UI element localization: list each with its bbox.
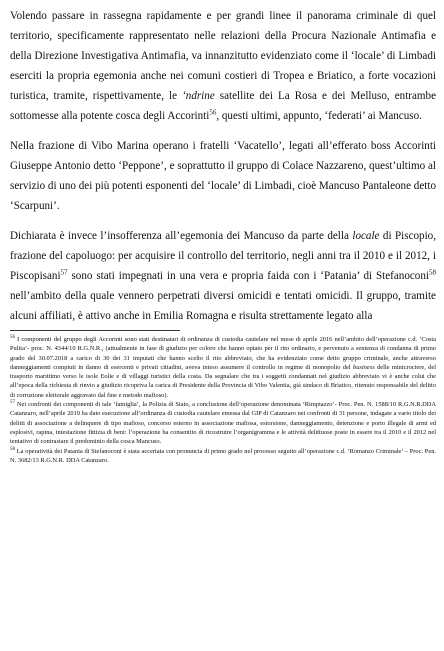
footnote-ref-56[interactable]: 56 <box>209 108 217 117</box>
paragraph-text: Volendo passare in rassegna rapidamente e per grandi linee il panorama criminale di quel territorio, specificamente rappresentato nelle relazioni della Procura Nazionale Antimafia e della Direzione Investigativa Antimafia, va innanzitutto evidenziato come il ‘locale’ di Limbadi eserciti la propria egemonia anche nei comuni costieri di Tropea e Briatico, a forte vocazioni turistica, tramite, rispettivamente, le <box>10 10 436 102</box>
body-paragraph-1 <box>10 6 436 126</box>
footnote-text: I componenti del gruppo degli Accorinti sono stati destinatari di ordinanza di custodia cautelare nel mese di aprile 2016 nell’ambito dell’operazione c.d. ‘Costa Pulita’- proc. N. 4344/10 R.G.N.R., (attualmente in fase di giudizio per coloro che hanno optato per il rito ordinario, e pervenuto a sentenza di condanna di primo grado del 30.07.2018 a carico di 30 dei 31 imputati che hanno scelto il rito abbreviato, che ha evidenziato come detto gruppo criminale, anche attraverso danneggiamenti compiuti in danno di esercenti e privati cittadini, aveva inteso assumere il controllo in regime di monopolio del <box>10 336 436 371</box>
paragraph-text: di Piscopio, frazione del capoluogo: per acquisire il controllo del territorio, negli anni tra il 2010 e il 2012, i Piscopisani <box>10 230 436 282</box>
footnote-text: Nei confronti dei componenti di tale ‘famiglia’, la Polizia di Stato, a conclusione dell’operazione denominata ‘Rimpiazzo’- Proc. Pen. N. 1588/10 R.G.N.R.DDA Catanzaro, nell’aprile 2019 ha dato esecuzione all’ordinanza di custodia cautelare emessa dal GIP di Catanzaro nei confronti di 31 persone, indagate a vario titolo dei delitti di associazione a delinquere di tipo mafioso, concorso esterno in associazione mafiosa, estorsione, danneggiamento, detenzione e porto illegale di armi ed esplosivi, rapina, intestazione fittizia di beni: l’operazione ha consentito di ricostruire l’organigramma e le attività delittuose poste in essere tra il 2010 e il 2012 nel tentativo di contrastare il predominio della cosca Mancuso. <box>10 401 436 446</box>
paragraph-text: Nella frazione di Vibo Marina operano i fratelli ‘Vacatello’, legati all’efferato boss Accorinti Giuseppe Antonio detto ‘Peppone’, e soprattutto il gruppo di Colace Nazzareno, quest’ultimo al servizio di uno dei più potenti esponenti del ‘locale’ di Limbadi, cioè Mancuso Pantaleone detto ‘Scarpuni’. <box>10 140 436 212</box>
italic-term: locale <box>352 230 380 242</box>
footnote-divider <box>10 330 180 331</box>
footnote-number: 58 <box>10 446 15 452</box>
body-paragraph-2 <box>10 136 436 216</box>
footnote-ref-58[interactable]: 58 <box>429 268 436 277</box>
footnotes <box>10 335 436 465</box>
paragraph-text: Dichiarata è invece l’insofferenza all’egemonia dei Mancuso da parte della <box>10 230 353 242</box>
paragraph-text: sono stati impegnati in una vera e propria faida con i ‘Patania’ di Stefanoconi <box>67 270 429 282</box>
footnote-text: delle minicrociere, del trasporto marittimo verso le isole Eolie e di villaggi turistici della costa. Da segnalare che tra i soggetti condannati nel giudizio abbreviato vi è anche colui che all’epoca della richiesta di rinvio a giudizio ricopriva la carica di Presidente della Provincia di Vibo Valentia, già sindaco di Briatico, ritenuto responsabile del delitto di corruzione elettorale aggravato dal fine e metodo mafioso). <box>10 363 436 399</box>
footnote-56 <box>10 335 436 400</box>
footnote-57 <box>10 400 436 446</box>
footnote-number: 56 <box>10 334 15 340</box>
italic-term: business <box>353 363 375 371</box>
paragraph-text: satellite dei La Rosa e dei Melluso, entrambe sottomesse alla potente cosca degli Accorinti <box>10 90 436 122</box>
paragraph-text: nell’ambito della quale vennero perpetrati diversi omicidi e tentati omicidi. Il gruppo, tramite alcuni affiliati, è attivo anche in Emilia Romagna e risulta strettamente legato alla <box>10 290 436 322</box>
paragraph-text: , questi ultimi, appunto, ‘federati’ ai Mancuso. <box>216 110 422 122</box>
footnote-text: La operatività dei Patania di Stefanoconi è stata accertata con pronuncia di primo grado nel processo seguito all’operazione c.d. ‘Romanzo Criminale’ – Proc. Pen. N. 3682/13 R.G.N.R. DDA Catanzaro. <box>10 447 436 464</box>
footnote-58 <box>10 447 436 466</box>
italic-term: ‘ndrine <box>182 90 215 102</box>
footnote-ref-57[interactable]: 57 <box>60 268 68 277</box>
footnote-number: 57 <box>10 399 15 405</box>
body-paragraph-3 <box>10 226 436 326</box>
